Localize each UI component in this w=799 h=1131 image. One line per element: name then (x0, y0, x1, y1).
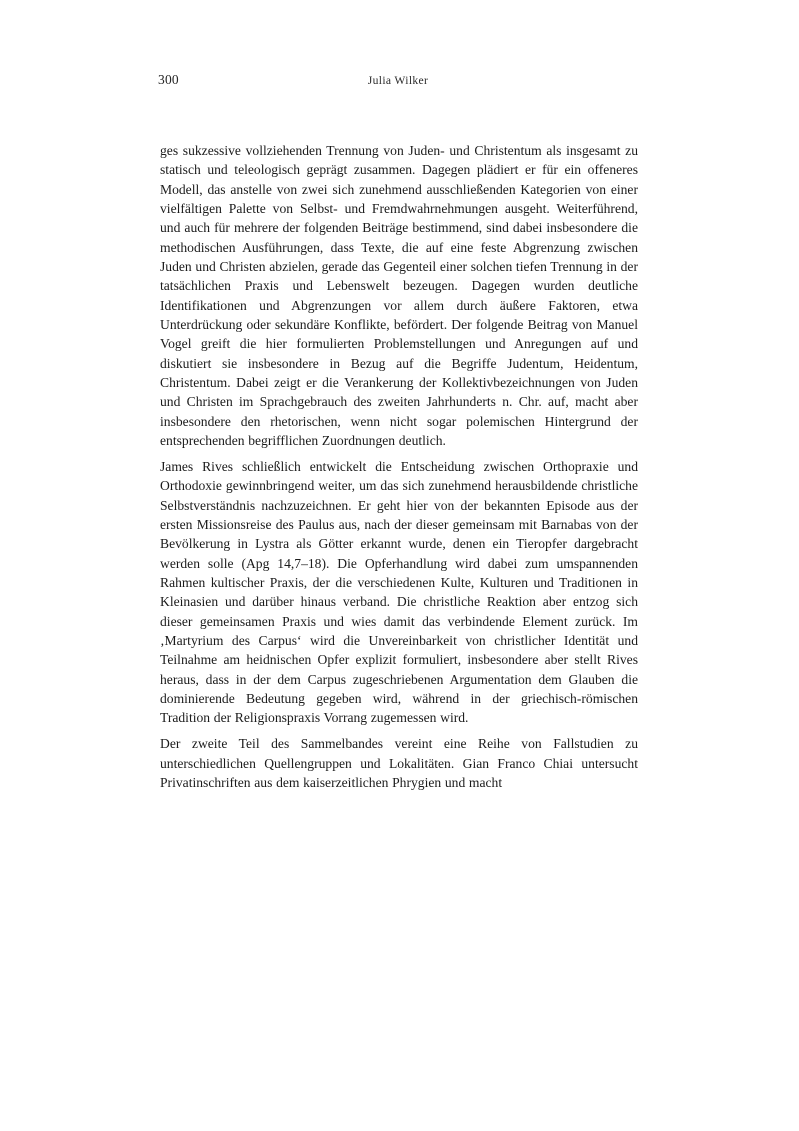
body-text-column (160, 141, 638, 792)
running-head-author: Julia Wilker (367, 74, 429, 87)
page-number: 300 (158, 72, 179, 87)
page-header (158, 70, 638, 90)
body-paragraph-1: ges sukzessive vollziehenden Trennung von Juden- und Christentum als insgesamt zu statisch und teleologisch geprägt zusammen. Dagegen plädiert er für ein offeneres Modell, das anstelle von zwei sich zunehmend ausschließenden Kategorien von einer vielfältigen Palette von Selbst- und Fremdwahrnehmungen ausgeht. Weiterführend, und auch für mehrere der folgenden Beiträge bestimmend, sind dabei insbesondere die methodischen Ausführungen, dass Texte, die auf eine feste Abgrenzung zwischen Juden und Christen abzielen, gerade das Gegenteil einer solchen tiefen Trennung in der tatsächlichen Praxis und Lebenswelt bezeugen. Dagegen wurden deutliche Identifikationen und Abgrenzungen vor allem durch äußere Faktoren, etwa Unterdrückung oder sekundäre Konflikte, befördert. Der folgende Beitrag von Manuel Vogel greift die hier formulierten Problemstellungen und Anregungen auf und diskutiert sie insbesondere in Bezug auf die Begriffe Judentum, Heidentum, Christentum. Dabei zeigt er die Verankerung der Kollektivbezeichnungen von Juden und Christen im Sprachgebrauch des zweiten Jahrhunderts n. Chr. auf, macht aber insbesondere den rhetorischen, wenn nicht sogar polemischen Hintergrund der entsprechenden begrifflichen Zuordnungen deutlich. (160, 143, 638, 449)
body-paragraph-3: Der zweite Teil des Sammelbandes vereint eine Reihe von Fallstudien zu unterschiedlichen Quellengruppen und Lokalitäten. Gian Franco Chiai untersucht Privatinschriften aus dem kaiserzeitlichen Phrygien und macht (160, 736, 638, 790)
body-paragraph-2: James Rives schließlich entwickelt die Entscheidung zwischen Orthopraxie und Orthodoxie gewinnbringend weiter, um das sich zunehmend herausbildende christliche Selbstverständnis nachzuzeichnen. Er geht hier von der bekannten Episode aus der ersten Missionsreise des Paulus aus, nach der dieser gemeinsam mit Barnabas von der Bevölkerung in Lystra als Götter erkannt wurde, denen ein Tieropfer dargebracht werden solle (Apg 14,7–18). Die Opferhandlung wird dabei zum umspannenden Rahmen kultischer Praxis, der die verschiedenen Kulte, Kulturen und Traditionen in Kleinasien und darüber hinaus verband. Die christliche Reaktion aber entzog sich dieser gemeinsamen Praxis und wies damit das verbindende Element zurück. Im ‚Martyrium des Carpus‘ wird die Unvereinbarkeit von christlicher Identität und Teilnahme am heidnischen Opfer explizit formuliert, insbesondere aber stellt Rives heraus, dass in der dem Carpus zugeschriebenen Argumentation dem Glauben die dominierende Bedeutung gegeben wird, während in der griechisch-römischen Tradition der Religionspraxis Vorrang zugemessen wird. (160, 459, 638, 726)
